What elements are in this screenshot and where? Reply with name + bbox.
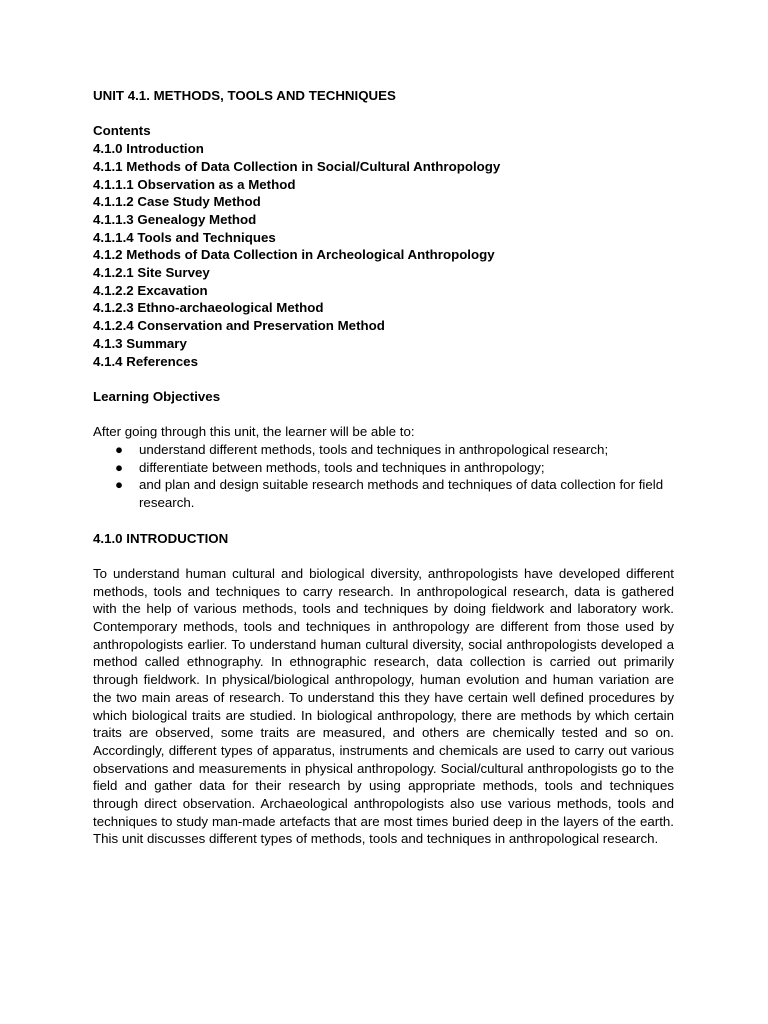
spacer	[93, 105, 674, 123]
contents-item: 4.1.2.1 Site Survey	[93, 265, 210, 281]
spacer	[93, 406, 674, 424]
contents-item: 4.1.2.3 Ethno-archaeological Method	[93, 300, 324, 316]
spacer	[93, 512, 674, 530]
contents-item: 4.1.3 Summary	[93, 335, 187, 351]
contents-item: 4.1.1.3 Genealogy Method	[93, 211, 257, 227]
list-item	[93, 441, 674, 459]
learning-objectives-intro: After going through this unit, the learner will be able to:	[93, 424, 415, 440]
bullet-icon: ●	[115, 459, 124, 475]
contents-item: 4.1.2.4 Conservation and Preservation Method	[93, 318, 385, 334]
contents-item: 4.1.1.2 Case Study Method	[93, 194, 261, 210]
objective-text: differentiate between methods, tools and techniques in anthropology;	[139, 459, 545, 475]
objective-text: and plan and design suitable research methods and techniques of data collection for field research.	[139, 477, 664, 511]
contents-item: 4.1.0 Introduction	[93, 141, 204, 157]
introduction-body: To understand human cultural and biological diversity, anthropologists have developed different methods, tools and techniques to carry research. In anthropological research, data is gathered with the help of various methods, tools and techniques by doing fieldwork and laboratory work. Contemporary methods, tools and techniques in anthropology are different from those used by anthropologists earlier. To understand human cultural diversity, social anthropologists developed a method called ethnography. In ethnographic research, data collection is carried out primarily through fieldwork. In physical/biological anthropology, human evolution and human variation are the two main areas of research. To understand this they have certain well defined procedures by which biological traits are studied. In biological anthropology, there are methods by which certain traits are observed, some traits are measured, and others are chemically tested and so on. Accordingly, different types of apparatus, instruments and chemicals are used to carry out various observations and measurements in physical anthropology. Social/cultural anthropologists go to the field and gather data for their research by using appropriate methods, tools and techniques through direct observation. Archaeological anthropologists also use various methods, tools and techniques to study man-made artefacts that are most times buried deep in the layers of the earth. This unit discusses different types of methods, tools and techniques in anthropological research.	[93, 565, 674, 847]
list-item	[93, 459, 674, 477]
introduction-heading: 4.1.0 INTRODUCTION	[93, 530, 229, 546]
document-page	[93, 87, 674, 848]
contents-list	[93, 140, 674, 370]
learning-objectives-list	[93, 441, 674, 512]
spacer	[93, 370, 674, 388]
bullet-icon: ●	[115, 442, 124, 458]
contents-item: 4.1.2.2 Excavation	[93, 282, 208, 298]
contents-item: 4.1.4 References	[93, 353, 198, 369]
unit-title: UNIT 4.1. METHODS, TOOLS AND TECHNIQUES	[93, 88, 396, 103]
contents-item: 4.1.1 Methods of Data Collection in Social/Cultural Anthropology	[93, 158, 501, 174]
spacer	[93, 547, 674, 565]
list-item	[93, 476, 674, 511]
learning-objectives-heading: Learning Objectives	[93, 388, 221, 404]
contents-heading: Contents	[93, 123, 151, 139]
contents-item: 4.1.1.1 Observation as a Method	[93, 176, 296, 192]
bullet-icon: ●	[115, 477, 124, 493]
contents-item: 4.1.2 Methods of Data Collection in Archeological Anthropology	[93, 247, 495, 263]
objective-text: understand different methods, tools and techniques in anthropological research;	[139, 442, 609, 458]
contents-item: 4.1.1.4 Tools and Techniques	[93, 229, 276, 245]
